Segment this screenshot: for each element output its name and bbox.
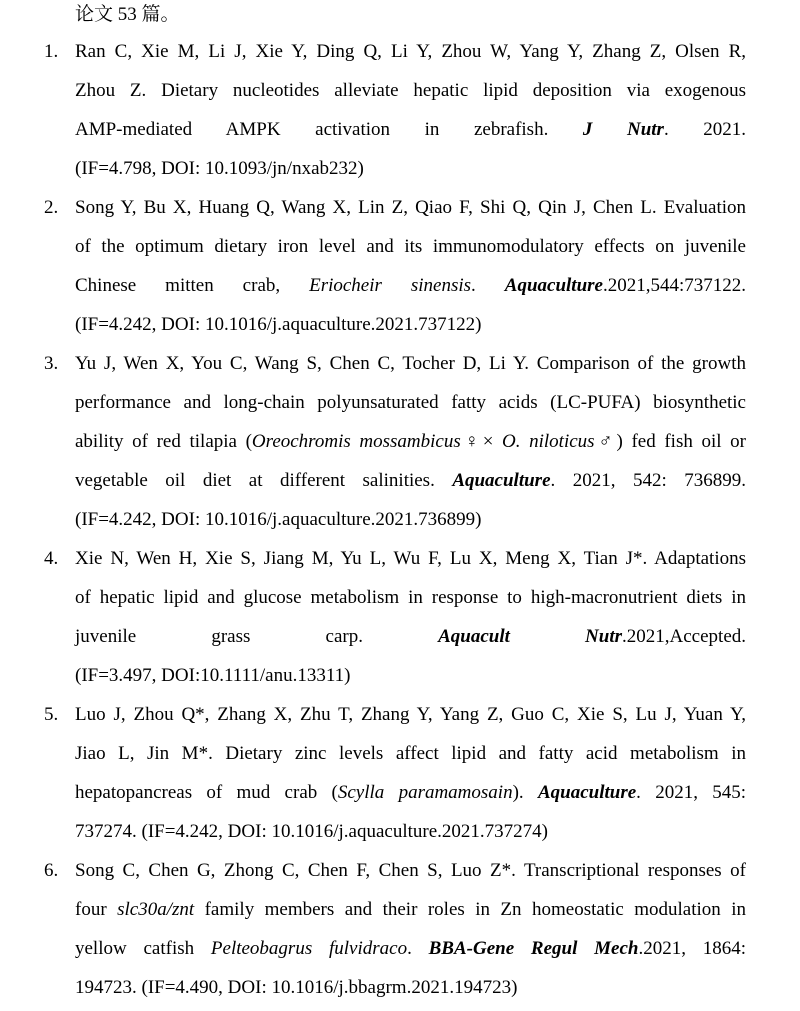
journal-name: Aquacult Nutr <box>438 626 623 647</box>
italic-term: O. niloticus <box>502 431 595 452</box>
reference-item <box>44 344 746 539</box>
reference-text: Jiao L, Jin M*. Dietary zinc levels affect lipid and fatty acid metabolism in <box>75 743 746 764</box>
reference-number: 1. <box>44 41 59 62</box>
reference-text: four <box>75 899 118 920</box>
reference-text: of hepatic lipid and glucose metabolism in response to high-macronutrient diets in <box>75 587 746 608</box>
reference-text: Chinese mitten crab, <box>75 275 310 296</box>
reference-number: 6. <box>44 860 59 881</box>
reference-line <box>75 812 746 851</box>
reference-text: .2021, 1864: <box>638 938 747 959</box>
reference-line <box>75 578 746 617</box>
reference-line <box>75 890 746 929</box>
italic-term: Scylla paramamosain <box>337 782 513 803</box>
reference-line <box>75 929 746 968</box>
reference-line <box>75 188 746 227</box>
reference-item <box>44 851 746 1007</box>
reference-text: Song C, Chen G, Zhong C, Chen F, Chen S, Luo Z*. Transcriptional responses of <box>75 860 746 881</box>
reference-number: 5. <box>44 704 59 725</box>
reference-number: 3. <box>44 353 59 374</box>
reference-line <box>75 500 746 539</box>
reference-text: Yu J, Wen X, You C, Wang S, Chen C, Tocher D, Li Y. Comparison of the growth <box>75 353 746 374</box>
reference-line <box>75 305 746 344</box>
reference-line <box>75 461 746 500</box>
reference-item <box>44 695 746 851</box>
italic-term: Pelteobagrus fulvidraco <box>210 938 408 959</box>
reference-text: . 2021. <box>663 119 747 140</box>
reference-line <box>75 344 746 383</box>
italic-term: Eriocheir sinensis <box>309 275 472 296</box>
reference-line <box>75 383 746 422</box>
reference-line <box>75 71 746 110</box>
reference-text: Song Y, Bu X, Huang Q, Wang X, Lin Z, Qiao F, Shi Q, Qin J, Chen L. Evaluation <box>75 197 746 218</box>
reference-text: vegetable oil diet at different salinities. <box>75 470 453 491</box>
reference-number: 4. <box>44 548 59 569</box>
reference-text: Ran C, Xie M, Li J, Xie Y, Ding Q, Li Y, Zhou W, Yang Y, Zhang Z, Olsen R, <box>75 41 746 62</box>
reference-line <box>75 32 746 71</box>
reference-text: Zhou Z. Dietary nucleotides alleviate hepatic lipid deposition via exogenous <box>75 80 746 101</box>
reference-line <box>75 539 746 578</box>
reference-text: (IF=4.798, DOI: 10.1093/jn/nxab232) <box>75 158 364 179</box>
reference-text: 737274. (IF=4.242, DOI: 10.1016/j.aquaculture.2021.737274) <box>75 821 548 842</box>
italic-term: slc30a/znt <box>117 899 195 920</box>
reference-text: hepatopancreas of mud crab ( <box>75 782 338 803</box>
journal-name: BBA-Gene Regul Mech <box>428 938 639 959</box>
reference-line <box>75 149 746 188</box>
reference-text: juvenile grass carp. <box>75 626 439 647</box>
reference-text: Luo J, Zhou Q*, Zhang X, Zhu T, Zhang Y, Yang Z, Guo C, Xie S, Lu J, Yuan Y, <box>75 704 746 725</box>
reference-line <box>75 266 746 305</box>
journal-name: Aquaculture <box>504 275 603 296</box>
reference-line <box>75 110 746 149</box>
reference-number: 2. <box>44 197 59 218</box>
reference-line <box>75 695 746 734</box>
journal-name: Aquaculture <box>537 782 637 803</box>
reference-line <box>75 422 746 461</box>
journal-name: Aquaculture <box>452 470 551 491</box>
journal-name: J Nutr <box>582 119 664 140</box>
reference-text: . 2021, 542: 736899. <box>550 470 746 491</box>
reference-text: Xie N, Wen H, Xie S, Jiang M, Yu L, Wu F, Lu X, Meng X, Tian J*. Adaptations <box>75 548 746 569</box>
reference-text: ). <box>512 782 538 803</box>
reference-text: ability of red tilapia ( <box>75 431 252 452</box>
reference-text: performance and long-chain polyunsaturated fatty acids (LC-PUFA) biosynthetic <box>75 392 746 413</box>
reference-text: of the optimum dietary iron level and its immunomodulatory effects on juvenile <box>75 236 746 257</box>
reference-line <box>75 656 746 695</box>
reference-text: ♀× <box>460 431 503 452</box>
reference-line <box>75 773 746 812</box>
reference-text: .2021,544:737122. <box>602 275 746 296</box>
reference-line <box>75 851 746 890</box>
reference-item <box>44 539 746 695</box>
reference-text: . <box>407 938 429 959</box>
reference-line <box>75 734 746 773</box>
reference-text: AMP-mediated AMPK activation in zebrafish. <box>75 119 583 140</box>
reference-text: family members and their roles in Zn homeostatic modulation in <box>194 899 746 920</box>
intro-text: 论文 53 篇。 <box>75 4 180 25</box>
reference-item <box>44 32 746 188</box>
reference-text: ♂) fed fish oil or <box>594 431 746 452</box>
reference-line <box>75 617 746 656</box>
italic-term: Oreochromis mossambicus <box>251 431 461 452</box>
reference-text: . <box>471 275 505 296</box>
reference-text: .2021,Accepted. <box>622 626 746 647</box>
reference-text: 194723. (IF=4.490, DOI: 10.1016/j.bbagrm.2021.194723) <box>75 977 518 998</box>
reference-line <box>75 227 746 266</box>
reference-text: (IF=3.497, DOI:10.1111/anu.13311) <box>75 665 351 686</box>
reference-text: yellow catfish <box>75 938 211 959</box>
reference-line <box>75 968 746 1007</box>
reference-text: (IF=4.242, DOI: 10.1016/j.aquaculture.2021.737122) <box>75 314 482 335</box>
reference-text: . 2021, 545: <box>636 782 747 803</box>
reference-text: (IF=4.242, DOI: 10.1016/j.aquaculture.2021.736899) <box>75 509 482 530</box>
reference-item <box>44 188 746 344</box>
